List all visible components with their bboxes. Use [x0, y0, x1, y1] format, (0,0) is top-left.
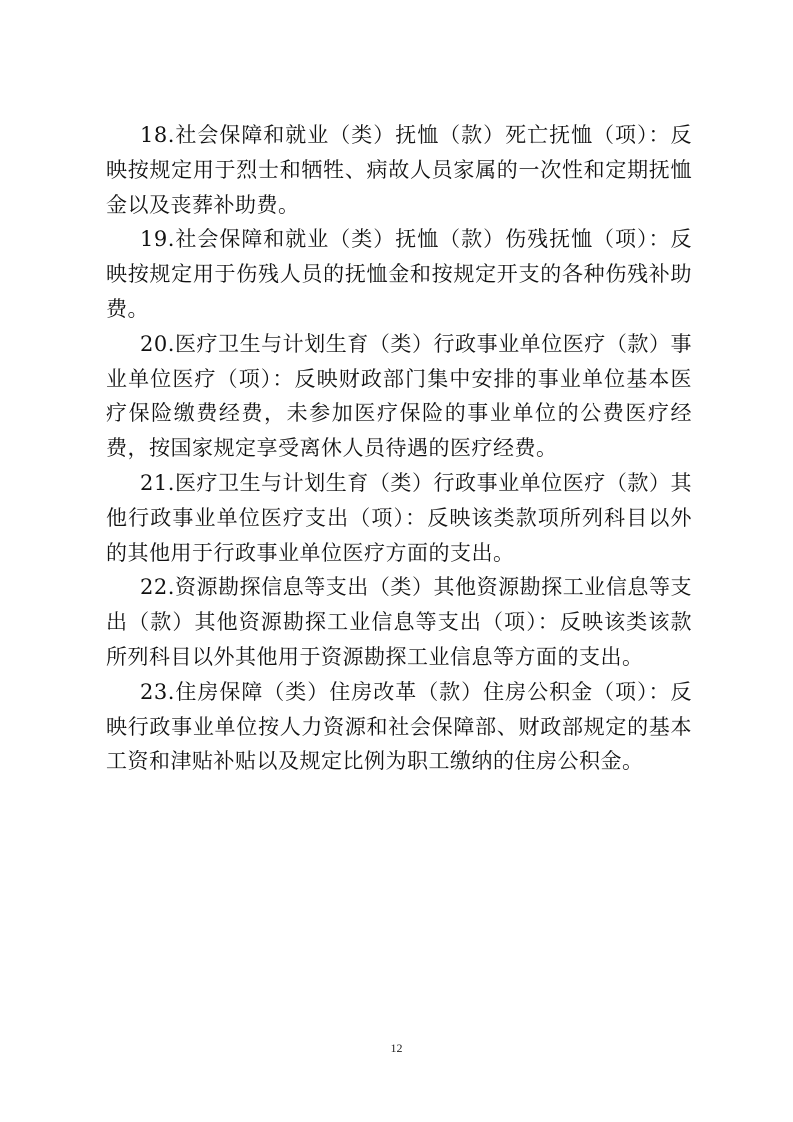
paragraph-23: 23.住房保障（类）住房改革（款）住房公积金（项）：反映行政事业单位按人力资源和社会保障部、财政部规定的基本工资和津贴补贴以及规定比例为职工缴纳的住房公积金。	[106, 679, 692, 774]
paragraph-19: 19.社会保障和就业（类）抚恤（款）伤残抚恤（项）：反映按规定用于伤残人员的抚恤金和按规定开支的各种伤残补助费。	[106, 227, 692, 321]
paragraph-21: 21.医疗卫生与计划生育（类）行政事业单位医疗（款）其他行政事业单位医疗支出（项）：反映该类款项所列科目以外的其他用于行政事业单位医疗方面的支出。	[106, 470, 692, 565]
paragraph-20: 20.医疗卫生与计划生育（类）行政事业单位医疗（款）事业单位医疗（项）：反映财政部门集中安排的事业单位基本医疗保险缴费经费，未参加医疗保险的事业单位的公费医疗经费，按国家规定享受离休人员待遇的医疗经费。	[106, 331, 692, 461]
paragraph-18: 18.社会保障和就业（类）抚恤（款）死亡抚恤（项）：反映按规定用于烈士和牺牲、病故人员家属的一次性和定期抚恤金以及丧葬补助费。	[106, 123, 692, 217]
paragraph-22: 22.资源勘探信息等支出（类）其他资源勘探工业信息等支出（款）其他资源勘探工业信息等支出（项）：反映该类该款所列科目以外其他用于资源勘探工业信息等方面的支出。	[106, 575, 692, 669]
page-number: 12	[390, 1041, 403, 1055]
body-text	[106, 118, 692, 779]
